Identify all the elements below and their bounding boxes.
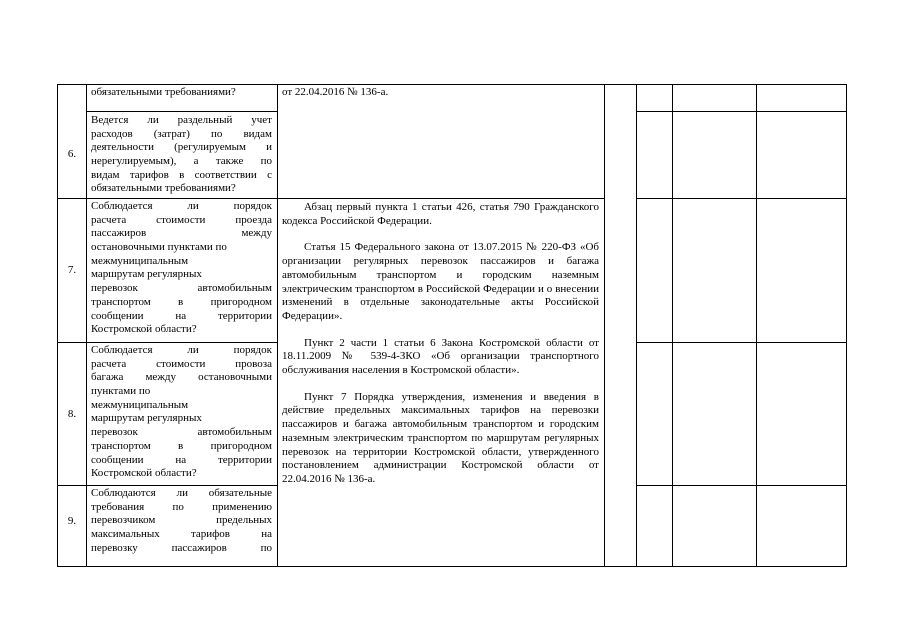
question-line: перевозчиком предельных [91, 514, 272, 527]
row-number: 9. [67, 515, 77, 527]
question-line: видам тарифов в соответствии с [91, 168, 272, 181]
question-line: Соблюдается ли порядок [91, 200, 272, 212]
question-line: обязательными требованиями? [91, 182, 236, 195]
question-line: требования по применению [91, 500, 272, 513]
table-border-right [846, 84, 847, 566]
question-line: межмуниципальным [91, 254, 189, 267]
question-line: Соблюдается ли порядок [91, 344, 272, 356]
question-line: транспортом в пригородном [91, 295, 272, 308]
basis-cell-top [282, 86, 600, 100]
row-divider [636, 111, 847, 112]
question-cell [91, 114, 272, 196]
col-divider-question [277, 84, 278, 566]
basis-paragraph: Пункт 7 Порядка утверждения, изменения и введения в действие предельных максимальных тарифов на перевозки пассажиров и багажа автомобильным транспортом и городским наземным электрическим транспортом по маршрутам регулярных перевозок на территории Костромской области, утвержденного постановлением администрации Костромской области от 22.04.2016 № 136-а. [282, 390, 599, 485]
basis-top-text: от 22.04.2016 № 136-а. [282, 86, 389, 98]
col-divider-a [636, 84, 637, 566]
row-number: 6. [67, 148, 77, 160]
question-line: обязательными требованиями? [91, 86, 236, 98]
question-line: расходов (затрат) по видам [91, 127, 272, 140]
question-cell [91, 487, 272, 555]
question-line: пунктами по [91, 385, 151, 398]
question-line: межмуниципальным [91, 398, 189, 411]
question-line: расчета стоимости провоза [91, 357, 272, 370]
question-line: максимальных тарифов на [91, 528, 272, 541]
row-divider [57, 342, 277, 343]
question-line: Соблюдаются ли обязательные [91, 487, 272, 499]
question-line: перевозку пассажиров по [91, 541, 272, 554]
row-number: 8. [67, 408, 77, 420]
basis-cell [282, 201, 599, 487]
basis-paragraph: Абзац первый пункта 1 статьи 426, статья 790 Гражданского кодекса Российской Федерации. [282, 201, 599, 227]
col-divider-c [756, 84, 757, 566]
question-line: расчета стоимости проезда [91, 213, 272, 226]
question-line: деятельности (регулируемым и [91, 141, 272, 154]
question-line: маршрутам регулярных [91, 412, 202, 425]
row-divider [57, 485, 277, 486]
table-border-bottom [57, 566, 847, 567]
question-cell [91, 200, 272, 337]
question-line: остановочными пунктами по [91, 241, 227, 254]
col-divider-b [672, 84, 673, 566]
basis-paragraph: Пункт 2 части 1 статьи 6 Закона Костромской области от 18.11.2009 № 539-4-ЗКО «Об организации транспортного обслуживания населения в Костромской области». [282, 336, 599, 377]
row-divider [86, 111, 277, 112]
question-cell [91, 86, 272, 100]
question-line: транспортом в пригородном [91, 439, 272, 452]
row-divider [636, 198, 847, 199]
question-line: багажа между остановочными [91, 371, 272, 384]
row-number: 7. [67, 264, 77, 276]
row-divider [636, 485, 847, 486]
question-line: пассажиров между [91, 227, 272, 240]
question-line: Костромской области? [91, 467, 197, 480]
question-line: нерегулируемым), а также по [91, 155, 272, 168]
question-line: сообщении на территории [91, 453, 272, 466]
question-line: сообщении на территории [91, 309, 272, 322]
question-cell [91, 344, 272, 481]
table-border-top [57, 84, 847, 85]
question-line: Ведется ли раздельный учет [91, 114, 272, 126]
question-line: маршрутам регулярных [91, 268, 202, 281]
basis-paragraph: Статья 15 Федерального закона от 13.07.2015 № 220-ФЗ «Об организации регулярных перевозок пассажиров и багажа автомобильным транспортом и городским наземным электрическим транспортом в Российской Федерации и о внесении изменений в отдельные законодательные акты Российской Федерации». [282, 241, 599, 322]
row-divider [636, 342, 847, 343]
question-line: перевозок автомобильным [91, 282, 272, 295]
col-divider-basis [604, 84, 605, 566]
question-line: перевозок автомобильным [91, 426, 272, 439]
row-divider [57, 198, 605, 199]
question-line: Костромской области? [91, 323, 197, 336]
